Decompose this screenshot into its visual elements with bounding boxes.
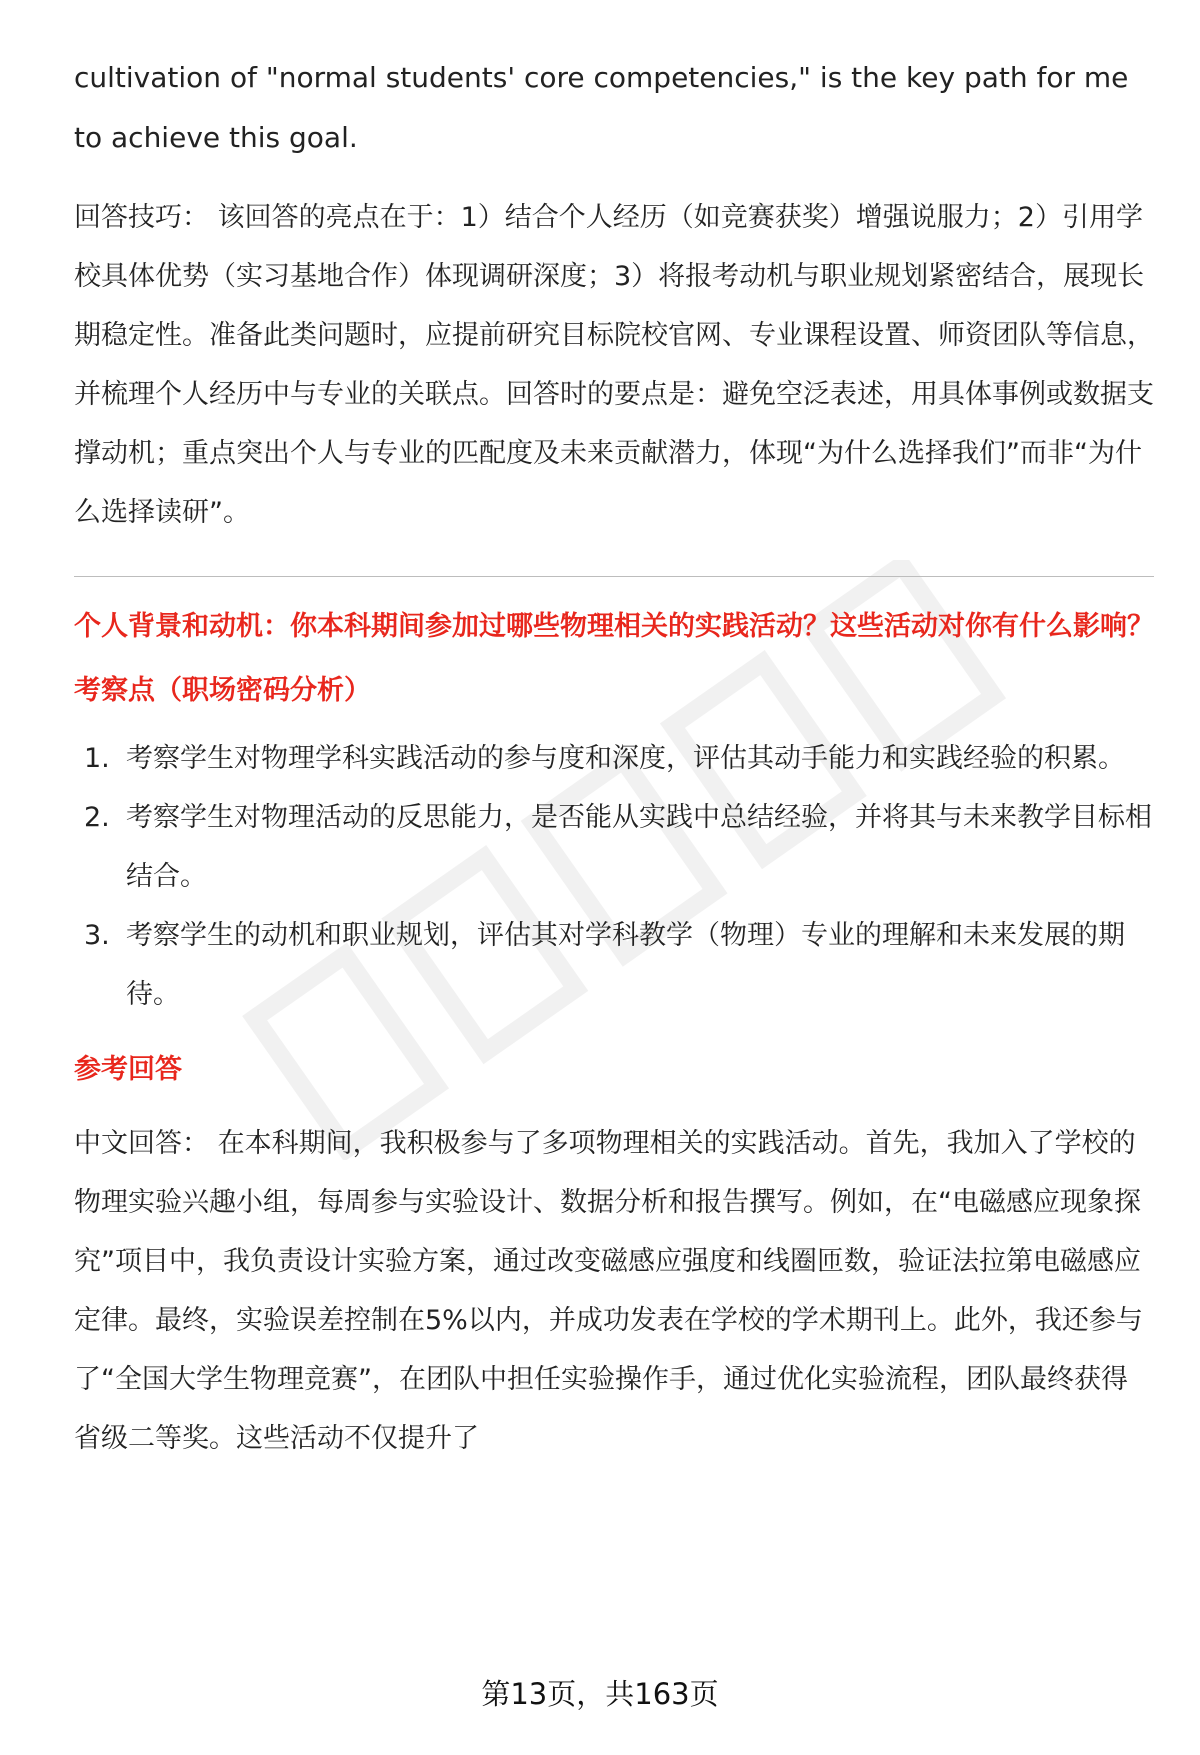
list-item-text: 考察学生对物理活动的反思能力，是否能从实践中总结经验，并将其与未来教学目标相结合。 xyxy=(126,802,1152,892)
english-continuation: cultivation of "normal students' core competencies," is the key path for me to achieve this goal. xyxy=(74,61,1129,154)
reference-answer-paragraph xyxy=(74,1114,1154,1468)
answer-tip-paragraph xyxy=(74,188,1154,542)
list-item xyxy=(74,906,1154,1024)
list-item-number: 3. xyxy=(84,920,110,951)
list-item-text: 考察学生的动机和职业规划，评估其对学科教学（物理）专业的理解和未来发展的期待。 xyxy=(126,920,1125,1010)
answer-tip-label: 回答技巧： xyxy=(74,202,209,233)
question-title: 个人背景和动机：你本科期间参加过哪些物理相关的实践活动？这些活动对你有什么影响？ xyxy=(74,611,1154,642)
reference-answer-text: 在本科期间，我积极参与了多项物理相关的实践活动。首先，我加入了学校的物理实验兴趣小组，每周参与实验设计、数据分析和报告撰写。例如，在“电磁感应现象探究”项目中，我负责设计实验方案，通过改变磁感应强度和线圈匝数，验证法拉第电磁感应定律。最终，实验误差控制在5%以内，并成功发表在学校的学术期刊上。此外，我还参与了“全国大学生物理竞赛”，在团队中担任实验操作手，通过优化实验流程，团队最终获得省级二等奖。这些活动不仅提升了 xyxy=(74,1128,1143,1454)
exam-points-heading: 考察点（职场密码分析） xyxy=(74,675,371,706)
list-item xyxy=(74,788,1154,906)
reference-answer-label: 中文回答： xyxy=(74,1128,209,1159)
document-page xyxy=(74,48,1154,1468)
list-item xyxy=(74,729,1154,788)
list-item-number: 2. xyxy=(84,802,110,833)
reference-answer-heading: 参考回答 xyxy=(74,1054,182,1085)
list-item-number: 1. xyxy=(84,743,110,774)
answer-tip-text: 该回答的亮点在于：1）结合个人经历（如竞赛获奖）增强说服力；2）引用学校具体优势（实习基地合作）体现调研深度；3）将报考动机与职业规划紧密结合，展现长期稳定性。准备此类问题时，应提前研究目标院校官网、专业课程设置、师资团队等信息，并梳理个人经历中与专业的关联点。回答时的要点是：避免空泛表述，用具体事例或数据支撑动机；重点突出个人与专业的匹配度及未来贡献潜力，体现“为什么选择我们”而非“为什么选择读研”。 xyxy=(74,202,1154,528)
list-item-text: 考察学生对物理学科实践活动的参与度和深度，评估其动手能力和实践经验的积累。 xyxy=(126,743,1125,774)
page-number-footer: 第13页，共163页 xyxy=(481,1677,719,1711)
exam-points-list xyxy=(74,729,1154,1024)
